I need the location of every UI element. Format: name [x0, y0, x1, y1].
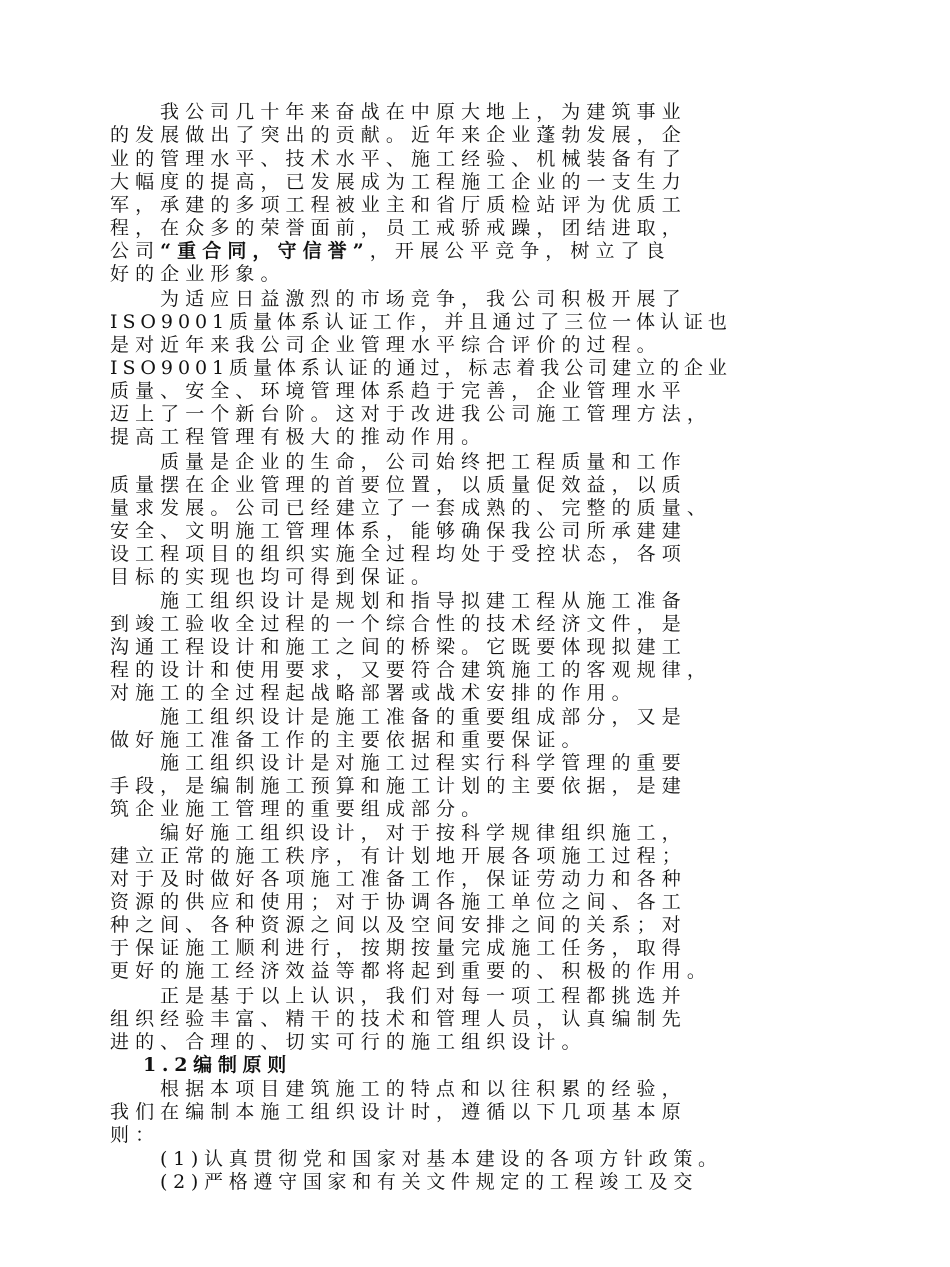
paragraph-line: 安全、文明施工管理体系，能够确保我公司所承建建	[110, 520, 687, 542]
paragraph-line: 设工程项目的组织实施全过程均处于受控状态，各项	[110, 543, 687, 565]
paragraph-line: 为适应日益激烈的市场竞争，我公司积极开展了	[160, 288, 687, 310]
paragraph-line: 程，在众多的荣誉面前，员工戒骄戒躁，团结进取，	[110, 217, 687, 239]
paragraph-line: 目标的实现也均可得到保证。	[110, 566, 437, 588]
paragraph-line: 建立正常的施工秩序，有计划地开展各项施工过程；	[110, 845, 687, 867]
paragraph-line: 质量、安全、环境管理体系趋于完善，企业管理水平	[110, 380, 687, 402]
paragraph-line: 质量是企业的生命，公司始终把工程质量和工作	[160, 451, 687, 473]
paragraph-line: 种之间、各种资源之间以及空间安排之间的关系；对	[110, 914, 687, 936]
paragraph-line: 我们在编制本施工组织设计时，遵循以下几项基本原	[110, 1101, 687, 1123]
motto-line	[110, 240, 671, 263]
section-heading: 1.2编制原则	[143, 1054, 292, 1076]
paragraph-line: 正是基于以上认识，我们对每一项工程都挑选并	[160, 985, 687, 1007]
paragraph-line: 程的设计和使用要求，又要符合建筑施工的客观规律，	[110, 659, 712, 681]
principle-item: (2)严格遵守国家和有关文件规定的工程竣工及交	[160, 1171, 699, 1193]
company-motto: “重合同，守信誉”	[160, 240, 370, 262]
paragraph-line: 大幅度的提高，已发展成为工程施工企业的一支生力	[110, 171, 687, 193]
paragraph-line: 业的管理水平、技术水平、施工经验、机械装备有了	[110, 148, 687, 170]
motto-prefix: 公司	[110, 240, 161, 262]
principle-item: (1)认真贯彻党和国家对基本建设的各项方针政策。	[160, 1148, 723, 1170]
paragraph-line: 进的、合理的、切实可行的施工组织设计。	[110, 1031, 587, 1053]
motto-suffix: ，开展公平竞争，树立了良	[369, 240, 671, 262]
paragraph-line: 量求发展。公司已经建立了一套成熟的、完整的质量、	[110, 497, 712, 519]
paragraph-line: 好的企业形象。	[110, 263, 286, 285]
paragraph-line: ISO9001质量体系认证工作，并且通过了三位一体认证也	[110, 311, 732, 333]
paragraph-line: 沟通工程设计和施工之间的桥梁。它既要体现拟建工	[110, 636, 687, 658]
paragraph-line: 施工组织设计是规划和指导拟建工程从施工准备	[160, 590, 687, 612]
paragraph-line: 根据本项目建筑施工的特点和以往积累的经验，	[160, 1078, 687, 1100]
paragraph-line: 资源的供应和使用；对于协调各施工单位之间、各工	[110, 891, 687, 913]
paragraph-line: 提高工程管理有极大的推动作用。	[110, 426, 487, 448]
paragraph-line: 筑企业施工管理的重要组成部分。	[110, 798, 487, 820]
paragraph-line: 是对近年来我公司企业管理水平综合评价的过程。	[110, 334, 662, 356]
paragraph-line: 编好施工组织设计，对于按科学规律组织施工，	[160, 822, 687, 844]
paragraph-line: 手段，是编制施工预算和施工计划的主要依据，是建	[110, 775, 687, 797]
paragraph-line: 我公司几十年来奋战在中原大地上，为建筑事业	[160, 101, 687, 123]
paragraph-line: 质量摆在企业管理的首要位置，以质量促效益，以质	[110, 474, 687, 496]
paragraph-line: 组织经验丰富、精干的技术和管理人员，认真编制先	[110, 1008, 687, 1030]
paragraph-line: 到竣工验收全过程的一个综合性的技术经济文件，是	[110, 613, 687, 635]
paragraph-line: 做好施工准备工作的主要依据和重要保证。	[110, 729, 587, 751]
paragraph-line: 的发展做出了突出的贡献。近年来企业蓬勃发展，企	[110, 124, 687, 146]
paragraph-line: 军，承建的多项工程被业主和省厅质检站评为优质工	[110, 194, 687, 216]
paragraph-line: 施工组织设计是施工准备的重要组成部分，又是	[160, 706, 687, 728]
paragraph-line: 施工组织设计是对施工过程实行科学管理的重要	[160, 752, 687, 774]
paragraph-line: 更好的施工经济效益等都将起到重要的、积极的作用。	[110, 960, 712, 982]
paragraph-line: 则：	[110, 1124, 161, 1146]
paragraph-line: 对施工的全过程起战略部署或战术安排的作用。	[110, 682, 637, 704]
paragraph-line: ISO9001质量体系认证的通过，标志着我公司建立的企业	[110, 357, 732, 379]
paragraph-line: 对于及时做好各项施工准备工作，保证劳动力和各种	[110, 868, 687, 890]
paragraph-line: 于保证施工顺利进行，按期按量完成施工任务，取得	[110, 937, 687, 959]
paragraph-line: 迈上了一个新台阶。这对于改进我公司施工管理方法，	[110, 403, 712, 425]
